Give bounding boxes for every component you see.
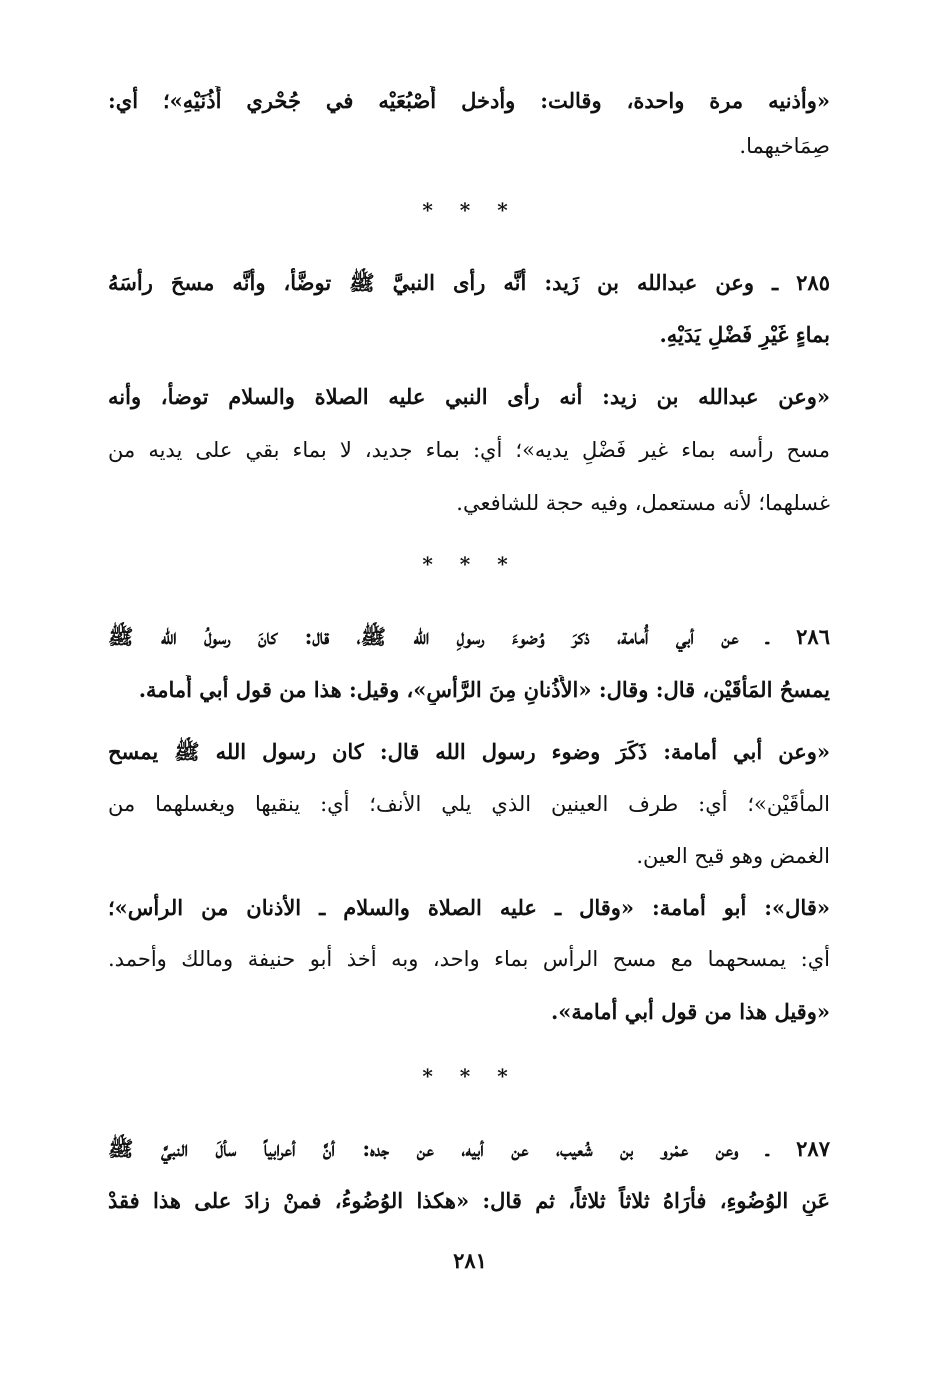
hadith-line: ٢٨٥ ـ وعن عبدالله بن زَيد: أنَّه رأى النبيَّ ﷺ توضَّأ، وأنَّه مسحَ رأسَهُ [108,270,830,295]
section-separator: * * * [422,1064,518,1088]
commentary-line: «وقيل هذا من قول أبي أمامة». [550,999,830,1024]
section-separator: * * * [422,198,518,222]
hadith-line: ٢٨٧ ـ وعن عمْرو بن شُعيب، عن أبيه، عن جده: أنَّ أعرابياً سألَ النبيَّ ﷺ [108,1136,830,1161]
commentary-line: غسلهما؛ لأنه مستعمل، وفيه حجة للشافعي. [456,491,830,515]
section-separator: * * * [422,552,518,576]
commentary-line: المأْقَيْن»؛ أي: طرف العينين الذي يلي الأنف؛ أي: ينقيها ويغسلهما من [108,792,830,816]
commentary-line: أي: يمسحهما مع مسح الرأس بماء واحد، وبه أخذ أبو حنيفة ومالك وأحمد. [108,947,830,971]
commentary-line: «قال»: أبو أمامة: «وقال ـ عليه الصلاة والسلام ـ الأذنان من الرأس»؛ [108,895,830,920]
page-number: ٢٨١ [453,1248,487,1273]
commentary-line: «وعن أبي أمامة: ذَكَرَ وضوء رسول الله قال: كان رسول الله ﷺ يمسح [108,739,830,764]
hadith-line: عَنِ الوُضُوءِ، فأَرَاهُ ثلاثاً ثلاثاً، ثم قال: «هكذا الوُضُوءُ، فمنْ زادَ على هذا فقدْ [108,1188,830,1213]
hadith-line: ٢٨٦ ـ عن أبي أُمامة، ذكرَ وُضوءَ رسولِ الله ﷺ، قال: كانَ رسولُ الله ﷺ [108,624,830,649]
hadith-line: بماءٍ غَيْرِ فَضْلِ يَدَيْهِ. [659,322,830,347]
commentary-line: مسح رأسه بماء غير فَضْلِ يديه»؛ أي: بماء جديد، لا بماء بقي على يديه من [108,438,830,462]
commentary-line: الغمض وهو قيح العين. [636,844,830,868]
text-line: صِمَاخيهما. [739,134,830,158]
text-line: «وأذنيه مرة واحدة، وقالت: وأدخل أُصْبُعَيْه في جُحْري أُذُنَيْهِ»؛ أي: [108,88,830,113]
hadith-line: يمسحُ المَأْقَيْن، قال: وقال: «الأُذُنانِ مِنَ الرَّأسِ»، وقيل: هذا من قول أبي أُمامة. [138,677,830,702]
commentary-line: «وعن عبدالله بن زيد: أنه رأى النبي عليه الصلاة والسلام توضأ، وأنه [108,384,830,409]
